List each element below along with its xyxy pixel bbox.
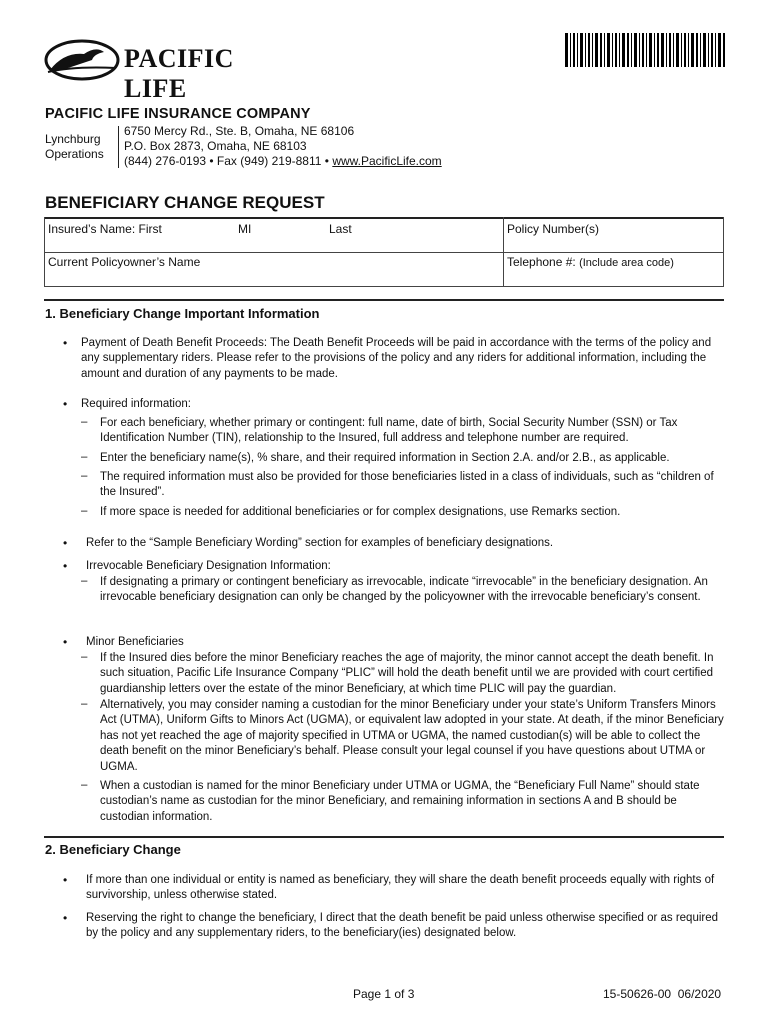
bullet-icon: • bbox=[63, 911, 68, 925]
telephone-field[interactable] bbox=[507, 255, 674, 269]
pacific-life-logo bbox=[44, 38, 274, 103]
bullet-icon: • bbox=[63, 559, 68, 573]
operations-label: Lynchburg Operations bbox=[45, 132, 104, 161]
brand-wordmark: PACIFIC LIFE bbox=[124, 44, 234, 103]
policyowner-name-field[interactable]: Current Policyowner’s Name bbox=[48, 255, 201, 269]
section-1-rule bbox=[44, 299, 724, 301]
company-name: PACIFIC LIFE INSURANCE COMPANY bbox=[45, 106, 311, 122]
bullet-icon: • bbox=[63, 873, 68, 887]
required-info-item: If more space is needed for additional beneficiaries or for complex designations, use Remarks section. bbox=[100, 506, 621, 518]
insured-first-name-field[interactable]: Insured’s Name: First bbox=[48, 222, 162, 236]
minor-beneficiaries-item: If the Insured dies before the minor Beneficiary reaches the age of majority, the minor cannot accept the death benefit. In such situation, Pacific Life Insurance Company “PLIC” will hold the death benefit until we are provided with court certified guardianship letters over the estate of the minor Beneficiary, at which time PLIC will pay the guardian. bbox=[100, 652, 714, 695]
dash-icon: – bbox=[81, 698, 88, 710]
address-line-1: 6750 Mercy Rd., Ste. B, Omaha, NE 68106 bbox=[124, 124, 355, 138]
required-info-item: The required information must also be provided for those beneficiaries listed in a class of individuals, such as “children of the Insured”. bbox=[100, 471, 714, 499]
dash-icon: – bbox=[81, 470, 88, 482]
section-2-title: 2. Beneficiary Change bbox=[45, 842, 181, 857]
minor-beneficiaries-item: When a custodian is named for the minor Beneficiary under UTMA or UGMA, the “Beneficiary Full Name” should state custodian’s name as custodian for the minor Beneficiary, and remaining information in sections A and B should be custodian information. bbox=[100, 780, 700, 823]
phone-fax: (844) 276-0193 • Fax (949) 219-8811 • bbox=[124, 154, 333, 168]
bullet-icon: • bbox=[63, 397, 68, 411]
insured-info-table bbox=[44, 217, 724, 287]
whale-logo-icon bbox=[44, 38, 122, 82]
sample-wording-paragraph: Refer to the “Sample Beneficiary Wording” section for examples of beneficiary designations. bbox=[86, 537, 554, 549]
death-benefit-paragraph: Payment of Death Benefit Proceeds: The Death Benefit Proceeds will be paid in accordance with the terms of the policy and any supplementary riders. Please refer to the provisions of the policy and any riders for additional information, including the amount and duration of any payments to be made. bbox=[81, 337, 712, 380]
address-line-2: P.O. Box 2873, Omaha, NE 68103 bbox=[124, 139, 307, 153]
dash-icon: – bbox=[81, 505, 88, 517]
telephone-note: (Include area code) bbox=[579, 257, 674, 269]
telephone-label: Telephone #: bbox=[507, 255, 576, 269]
website-link[interactable]: www.PacificLife.com bbox=[332, 154, 442, 168]
insured-last-name-field[interactable]: Last bbox=[329, 222, 352, 236]
insured-middle-initial-field[interactable]: MI bbox=[238, 222, 252, 236]
form-title: BENEFICIARY CHANGE REQUEST bbox=[45, 193, 325, 212]
form-number: 15-50626-00 06/2020 bbox=[603, 987, 722, 1001]
required-info-item: For each beneficiary, whether primary or contingent: full name, date of birth, Social Security Number (SSN) or Tax Identification Number (TIN), relationship to the Insured, full address and telephone number are required. bbox=[100, 417, 678, 445]
required-info-heading: Required information: bbox=[81, 398, 191, 410]
bullet-icon: • bbox=[63, 635, 68, 649]
irrevocable-heading: Irrevocable Beneficiary Designation Information: bbox=[86, 560, 331, 572]
policy-number-field[interactable]: Policy Number(s) bbox=[507, 222, 600, 236]
company-address bbox=[124, 124, 442, 169]
dash-icon: – bbox=[81, 651, 88, 663]
dash-icon: – bbox=[81, 416, 88, 428]
irrevocable-item: If designating a primary or contingent beneficiary as irrevocable, indicate “irrevocable” in the beneficiary designation. An irrevocable beneficiary designation can only be changed by the policyowner with the irrevocable beneficiary’s consent. bbox=[100, 576, 708, 604]
minor-beneficiaries-heading: Minor Beneficiaries bbox=[86, 636, 184, 648]
page-number: Page 1 of 3 bbox=[353, 987, 415, 1001]
shared-proceeds-paragraph: If more than one individual or entity is named as beneficiary, they will share the death benefit proceeds equally with rights of survivorship, unless otherwise stated. bbox=[86, 874, 715, 902]
required-info-item: Enter the beneficiary name(s), % share, and their required information in Section 2.A. and/or 2.B., as applicable. bbox=[100, 452, 670, 464]
minor-beneficiaries-item: Alternatively, you may consider naming a custodian for the minor Beneficiary under your state’s Uniform Transfers Minors Act (UTMA), Uniform Gifts to Minors Act (UGMA), or equivalent law adopted in your state. At death, if the minor Beneficiary has not yet reached the age of majority specified in UTMA or UGMA, the named custodian(s) will be able to collect the death benefit on the minor Beneficiary’s behalf. Please consult your legal counsel if you have questions about UTMA or UGMA. bbox=[100, 699, 724, 773]
barcode-image bbox=[565, 33, 725, 67]
section-1-title: 1. Beneficiary Change Important Information bbox=[45, 306, 320, 321]
address-line-3 bbox=[124, 154, 442, 169]
reserve-right-paragraph: Reserving the right to change the beneficiary, I direct that the death benefit be paid unless otherwise specified or as required by the policy and any supplementary riders, to the beneficiary(ies) designated below. bbox=[86, 912, 719, 940]
dash-icon: – bbox=[81, 779, 88, 791]
dash-icon: – bbox=[81, 575, 88, 587]
bullet-icon: • bbox=[63, 336, 68, 350]
address-divider bbox=[118, 126, 119, 168]
dash-icon: – bbox=[81, 451, 88, 463]
bullet-icon: • bbox=[63, 536, 68, 550]
section-2-rule bbox=[44, 836, 724, 838]
